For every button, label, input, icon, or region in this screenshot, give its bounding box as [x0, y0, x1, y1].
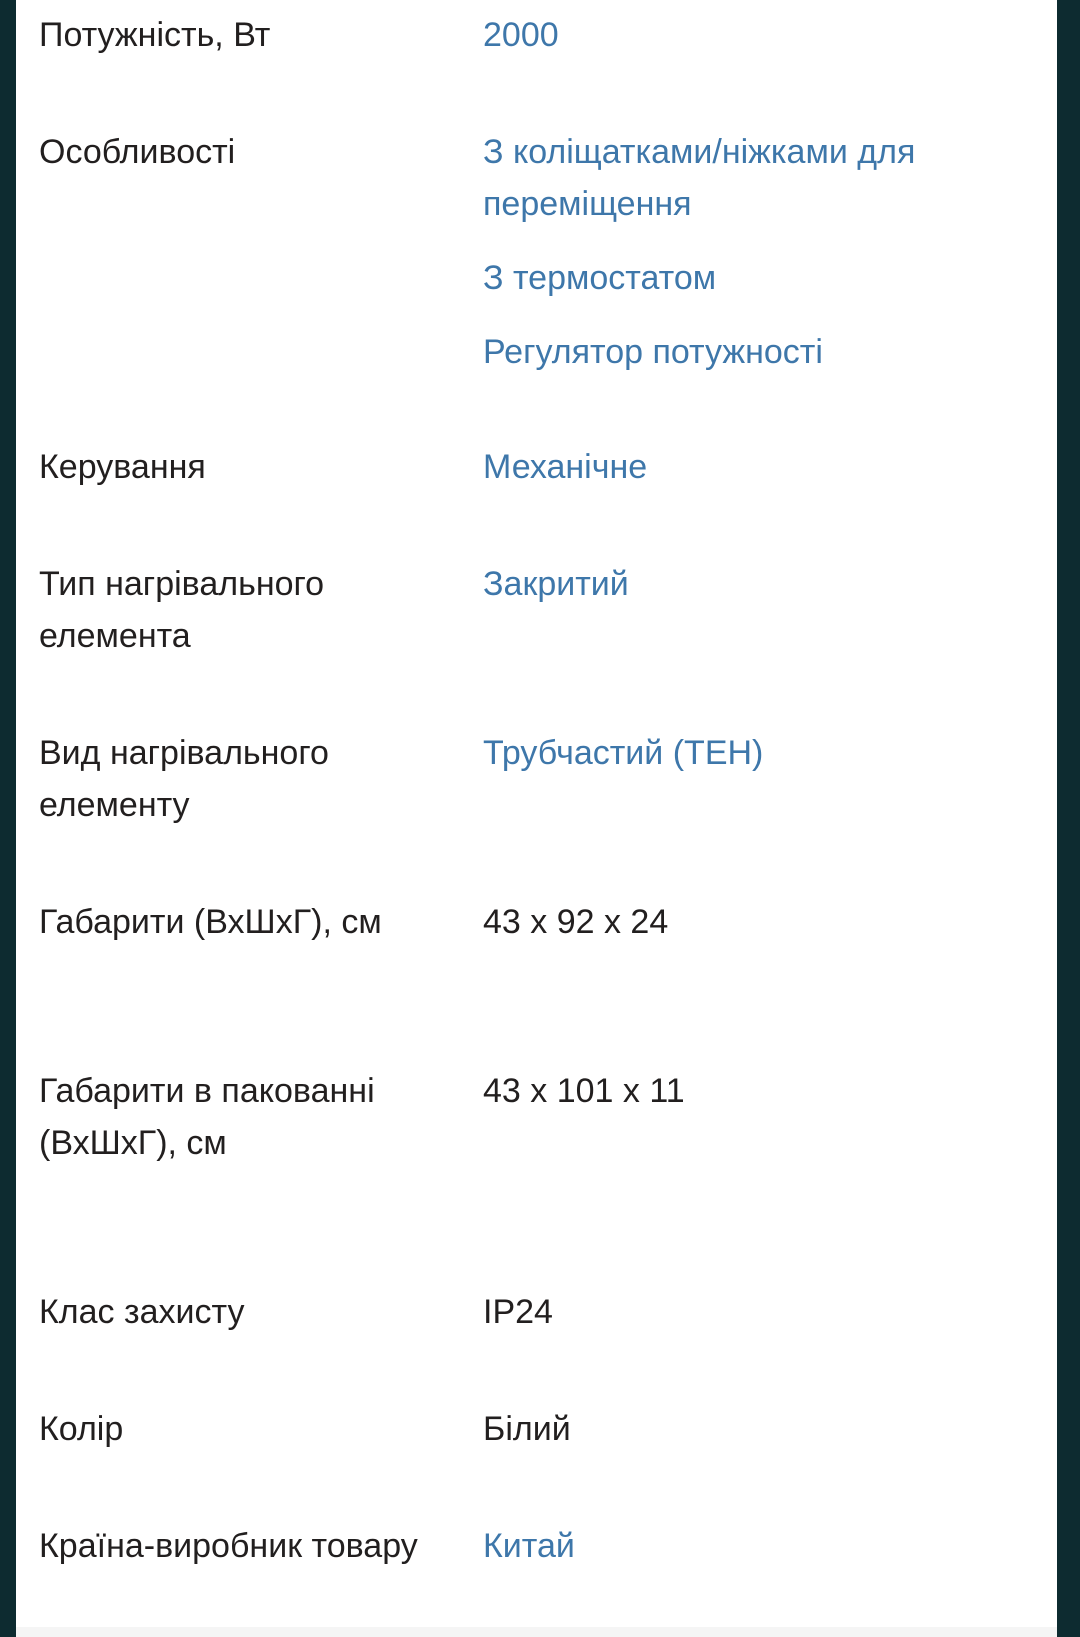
spec-values	[483, 1286, 1043, 1338]
specifications-card	[16, 0, 1057, 1637]
spec-value-link[interactable]: Регулятор потужності	[483, 333, 823, 371]
spec-value-link[interactable]: Закритий	[483, 565, 629, 603]
spec-values	[483, 1065, 1043, 1117]
spec-values	[483, 896, 1043, 948]
spec-value: IP24	[483, 1293, 553, 1331]
spec-value-link[interactable]: 2000	[483, 16, 559, 54]
spec-value: 43 x 101 x 11	[483, 1072, 685, 1110]
spec-values	[483, 9, 1043, 61]
spec-label: Особливості	[39, 133, 236, 171]
spec-label: Вид нагрівального елементу	[39, 734, 329, 824]
spec-label: Клас захисту	[39, 1293, 245, 1331]
card-bottom-edge	[16, 1627, 1057, 1637]
spec-label: Колір	[39, 1410, 124, 1448]
spec-values	[483, 558, 1043, 610]
spec-value: Білий	[483, 1410, 571, 1448]
spec-value-link[interactable]: З коліщатками/ніжками для переміщення	[483, 133, 916, 223]
spec-label: Габарити в пакованні (ВхШхГ), см	[39, 1072, 375, 1162]
spec-values	[483, 126, 1043, 378]
spec-label: Габарити (ВхШхГ), см	[39, 903, 382, 941]
spec-values	[483, 1403, 1043, 1455]
spec-value-link[interactable]: З термостатом	[483, 259, 717, 297]
spec-value: 43 x 92 x 24	[483, 903, 669, 941]
spec-label: Тип нагрівального елемента	[39, 565, 325, 655]
spec-label: Країна-виробник товару	[39, 1527, 418, 1565]
spec-label: Керування	[39, 448, 206, 486]
spec-value-link[interactable]: Трубчастий (ТЕН)	[483, 734, 764, 772]
spec-values	[483, 727, 1043, 779]
spec-label: Потужність, Вт	[39, 16, 271, 54]
spec-values	[483, 441, 1043, 493]
spec-value-link[interactable]: Китай	[483, 1527, 575, 1565]
spec-values	[483, 1520, 1043, 1572]
spec-value-link[interactable]: Механічне	[483, 448, 648, 486]
